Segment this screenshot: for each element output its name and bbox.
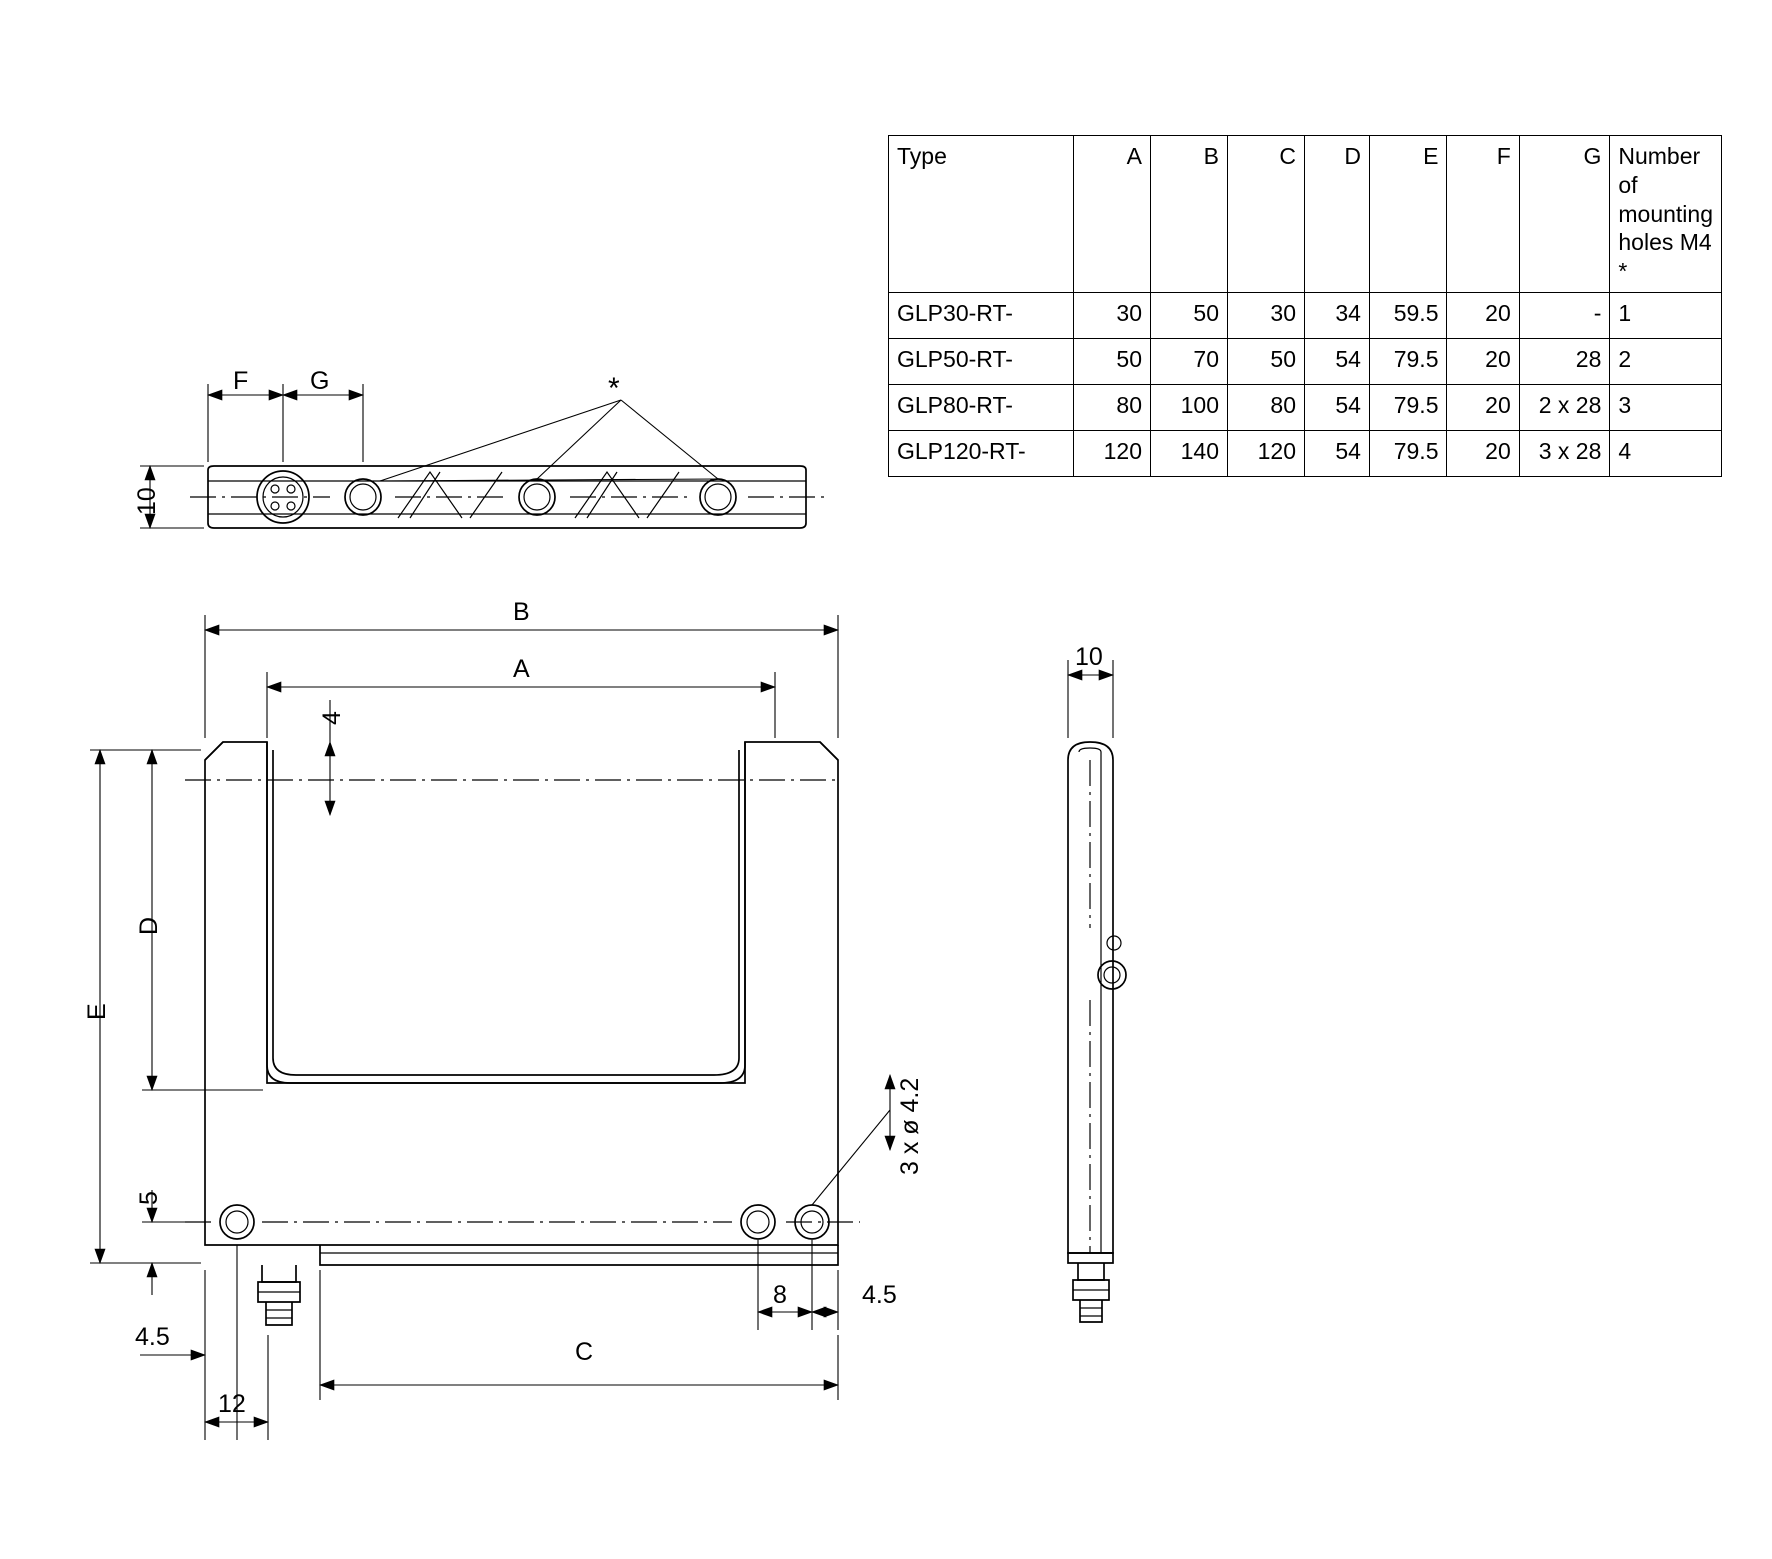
cell-d: 54 <box>1305 338 1370 384</box>
cell-c: 50 <box>1228 338 1305 384</box>
cell-a: 30 <box>1074 292 1151 338</box>
cell-c: 30 <box>1228 292 1305 338</box>
cell-g: - <box>1519 292 1610 338</box>
dim-label-3x-dia-42: 3 x ø 4.2 <box>896 1077 924 1175</box>
cell-a: 120 <box>1074 430 1151 476</box>
side-view-body <box>1068 660 1126 1322</box>
dim-label-45-left: 4.5 <box>135 1323 170 1351</box>
cell-mounting-holes: 1 <box>1610 292 1722 338</box>
dim-label-4: 4 <box>318 711 346 725</box>
cell-c: 80 <box>1228 384 1305 430</box>
cell-d: 34 <box>1305 292 1370 338</box>
column-header-a: A <box>1074 136 1151 293</box>
dim-label-10-side: 10 <box>1075 643 1103 671</box>
dim-label-e: E <box>83 1003 111 1020</box>
cell-type: GLP30-RT- <box>889 292 1074 338</box>
column-header-b: B <box>1151 136 1228 293</box>
column-header-f: F <box>1447 136 1519 293</box>
dim-label-g: G <box>310 367 330 395</box>
cell-f: 20 <box>1447 430 1519 476</box>
cell-b: 100 <box>1151 384 1228 430</box>
dim-label-b: B <box>513 598 530 626</box>
cell-g: 3 x 28 <box>1519 430 1610 476</box>
cell-mounting-holes: 3 <box>1610 384 1722 430</box>
asterisk-note: * <box>608 372 620 405</box>
cell-f: 20 <box>1447 292 1519 338</box>
cell-e: 79.5 <box>1369 384 1447 430</box>
cell-f: 20 <box>1447 384 1519 430</box>
dim-label-c: C <box>575 1338 594 1366</box>
dim-label-12: 12 <box>218 1390 246 1418</box>
cell-g: 28 <box>1519 338 1610 384</box>
cell-a: 50 <box>1074 338 1151 384</box>
cell-e: 79.5 <box>1369 338 1447 384</box>
cell-c: 120 <box>1228 430 1305 476</box>
cell-d: 54 <box>1305 430 1370 476</box>
cell-b: 70 <box>1151 338 1228 384</box>
cell-mounting-holes: 2 <box>1610 338 1722 384</box>
cell-d: 54 <box>1305 384 1370 430</box>
column-header-c: C <box>1228 136 1305 293</box>
column-header-g: G <box>1519 136 1610 293</box>
column-header-d: D <box>1305 136 1370 293</box>
dim-label-d: D <box>135 916 163 935</box>
cell-b: 140 <box>1151 430 1228 476</box>
dim-label-5: 5 <box>135 1191 163 1205</box>
cell-type: GLP120-RT- <box>889 430 1074 476</box>
cell-e: 79.5 <box>1369 430 1447 476</box>
dim-label-f: F <box>233 367 249 395</box>
cell-e: 59.5 <box>1369 292 1447 338</box>
dim-label-45-right: 4.5 <box>862 1281 897 1309</box>
column-header-e: E <box>1369 136 1447 293</box>
cell-mounting-holes: 4 <box>1610 430 1722 476</box>
cell-type: GLP80-RT- <box>889 384 1074 430</box>
mounting-holes-line1: Number of <box>1618 143 1701 198</box>
cell-a: 80 <box>1074 384 1151 430</box>
column-header-type: Type <box>889 136 1074 293</box>
cell-type: GLP50-RT- <box>889 338 1074 384</box>
mounting-holes-line2: mounting holes M4 * <box>1618 200 1713 284</box>
dim-label-10-top: 10 <box>133 487 161 515</box>
cell-g: 2 x 28 <box>1519 384 1610 430</box>
dim-label-8: 8 <box>773 1281 787 1309</box>
dim-label-a: A <box>513 655 530 683</box>
cell-f: 20 <box>1447 338 1519 384</box>
cell-b: 50 <box>1151 292 1228 338</box>
